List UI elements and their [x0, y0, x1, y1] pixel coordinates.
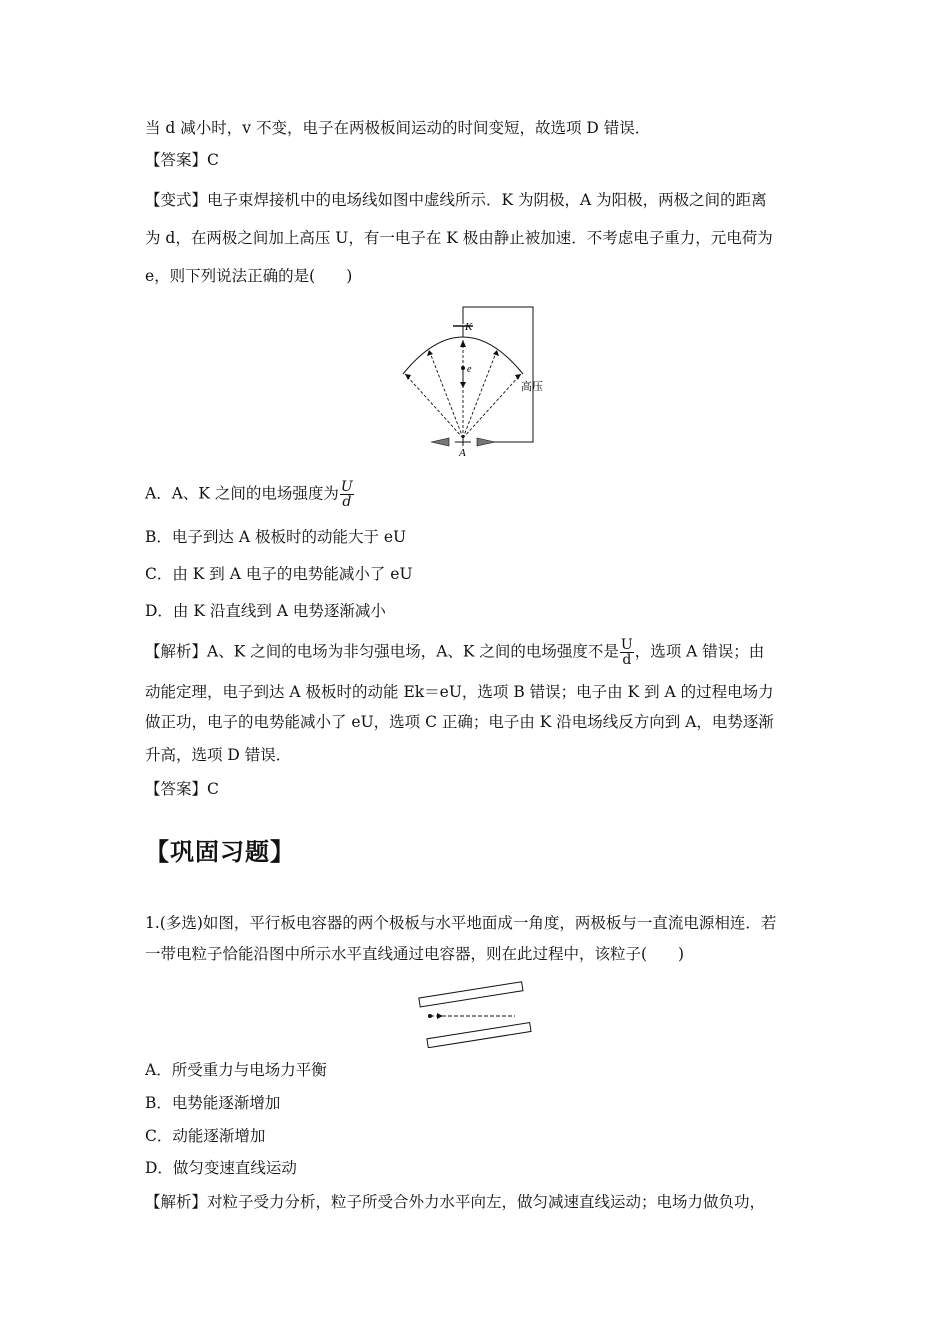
fraction-numerator: U	[340, 479, 353, 495]
fraction-u-over-d	[620, 638, 634, 667]
section-heading: 【巩固习题】	[145, 838, 295, 866]
q1-option-a: A．所受重力与电场力平衡	[145, 1061, 327, 1079]
solution-line-2: 动能定理，电子到达 A 极板时的动能 Ek＝eU，选项 B 错误；电子由 K 到 A 的过程电场力	[145, 683, 774, 701]
answer-line: 【答案】C	[145, 151, 219, 169]
solution-text: 【解析】A、K 之间的电场为非匀强电场，A、K 之间的电场强度不是	[145, 642, 619, 661]
label-e: e	[467, 364, 472, 375]
option-b: B．电子到达 A 极板时的动能大于 eU	[145, 528, 407, 546]
solution-line-3: 做正功，电子的电势能减小了 eU，选项 C 正确；电子由 K 沿电场线反方向到 A，电势逐渐	[145, 713, 774, 731]
variant-question-line-1: 【变式】电子束焊接机中的电场线如图中虚线所示．K 为阴极，A 为阳极，两极之间的距离	[145, 191, 767, 209]
fraction-denominator: d	[622, 652, 632, 668]
question-1-line-1: 1.(多选)如图，平行板电容器的两个极板与水平地面成一角度，两极板与一直流电源相连．若	[145, 914, 777, 932]
solution-line-1	[145, 638, 764, 667]
fraction-u-over-d	[340, 480, 354, 509]
q1-option-b: B．电势能逐渐增加	[145, 1094, 281, 1112]
answer-line: 【答案】C	[145, 780, 219, 798]
text-line: 当 d 减小时，v 不变，电子在两极板间运动的时间变短，故选项 D 错误．	[145, 119, 651, 137]
electron-beam-figure	[395, 302, 555, 457]
option-a	[145, 480, 355, 509]
question-1-line-2: 一带电粒子恰能沿图中所示水平直线通过电容器，则在此过程中，该粒子( )	[145, 945, 685, 963]
variant-question-line-2: 为 d，在两极之间加上高压 U，有一电子在 K 极由静止被加速．不考虑电子重力，元电荷为	[145, 229, 773, 247]
option-a-text: A．A、K 之间的电场强度为	[145, 484, 339, 503]
solution-line-4: 升高，选项 D 错误．	[145, 746, 292, 764]
q1-option-c: C．动能逐渐增加	[145, 1127, 266, 1145]
option-d: D．由 K 沿直线到 A 电势逐渐减小	[145, 602, 386, 620]
solution-text: ，选项 A 错误；由	[634, 642, 765, 661]
option-c: C．由 K 到 A 电子的电势能减小了 eU	[145, 565, 413, 583]
variant-question-line-3: e，则下列说法正确的是( )	[145, 267, 353, 285]
fraction-numerator: U	[620, 637, 633, 653]
label-K: K	[465, 321, 473, 333]
label-high-voltage: 高压	[521, 380, 543, 393]
q1-solution-line-1: 【解析】对粒子受力分析，粒子所受合外力水平向左，做匀减速直线运动；电场力做负功，	[145, 1193, 766, 1211]
capacitor-figure	[415, 978, 545, 1048]
label-A: A	[459, 447, 466, 457]
q1-option-d: D．做匀变速直线运动	[145, 1159, 297, 1177]
fraction-denominator: d	[342, 494, 352, 510]
